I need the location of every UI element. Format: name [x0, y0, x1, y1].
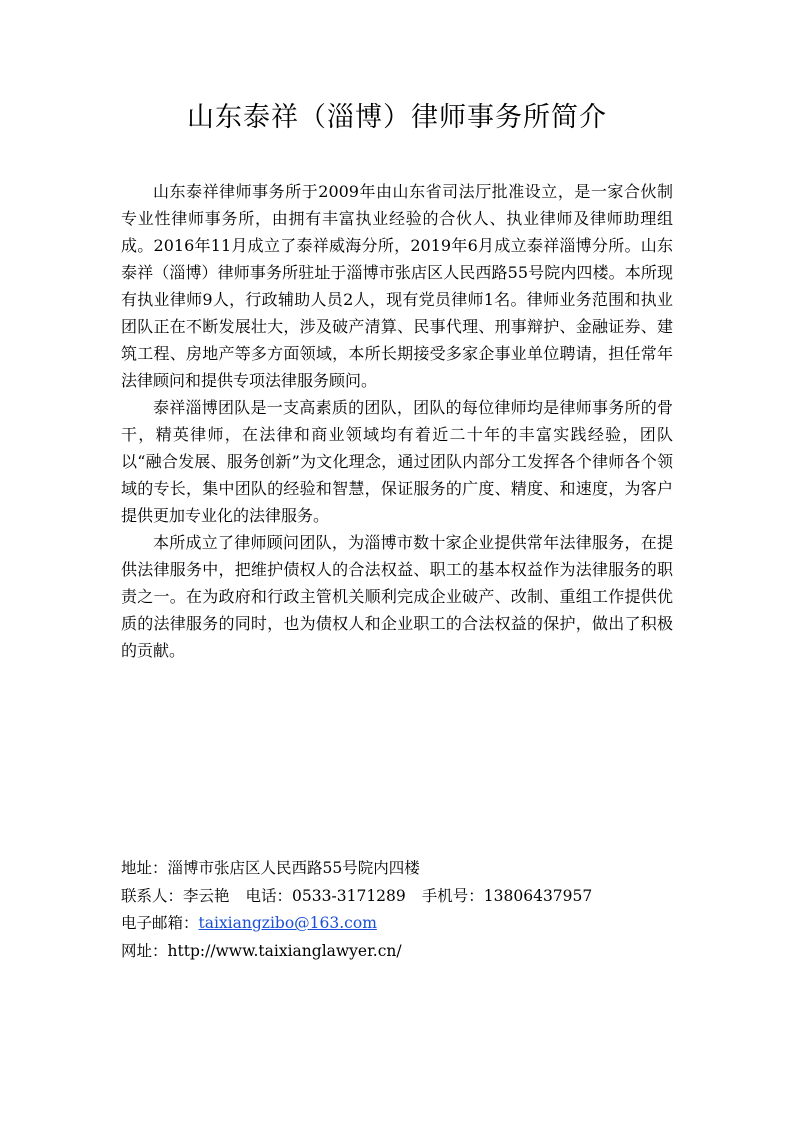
contact-person-label: 联系人：	[121, 886, 184, 905]
address-label: 地址：	[121, 859, 168, 877]
contact-person-value: 李云艳	[183, 886, 230, 905]
email-label: 电子邮箱：	[121, 914, 199, 932]
paragraph-intro: 山东泰祥律师事务所于2009年由山东省司法厅批准设立，是一家合伙制专业性律师事务所，由拥有丰富执业经验的合伙人、执业律师及律师助理组成。2016年11月成立了泰祥威海分所，2019年6月成立泰祥淄博分所。山东泰祥（淄博）律师事务所驻址于淄博市张店区人民西路55号院内四楼。本所现有执业律师9人，行政辅助人员2人，现有党员律师1名。律师业务范围和执业团队正在不断发展壮大，涉及破产清算、民事代理、刑事辩护、金融证券、建筑工程、房地产等多方面领域，本所长期接受多家企事业单位聘请，担任常年法律顾问和提供专项法律服务顾问。	[121, 182, 673, 390]
document-body	[121, 178, 673, 664]
website-label: 网址：	[121, 941, 168, 960]
website-line	[121, 938, 681, 966]
phone-label: 电话：	[245, 886, 293, 905]
address-value: 淄博市张店区人民西路55号院内四楼	[167, 859, 420, 877]
contact-person-line	[121, 883, 681, 911]
paragraph-services: 本所成立了律师顾问团队，为淄博市数十家企业提供常年法律服务，在提供法律服务中，把维护债权人的合法权益、职工的基本权益作为法律服务的职责之一。在为政府和行政主管机关顺利完成企业破产、改制、重组工作提供优质的法律服务的同时，也为债权人和企业职工的合法权益的保护，做出了积极的贡献。	[121, 533, 673, 660]
contact-block	[121, 855, 681, 965]
address-line	[121, 855, 681, 883]
mobile-label: 手机号：	[421, 886, 484, 905]
paragraph-team: 泰祥淄博团队是一支高素质的团队，团队的每位律师均是律师事务所的骨干，精英律师，在法律和商业领域均有着近二十年的丰富实践经验，团队以“融合发展、服务创新”为文化理念，通过团队内部分工发挥各个律师各个领域的专长，集中团队的经验和智慧，保证服务的广度、精度、和速度，为客户提供更加专业化的法律服务。	[121, 398, 673, 525]
email-line	[121, 910, 681, 938]
website-value: http://www.taixianglawyer.cn/	[167, 941, 402, 960]
phone-value: 0533-3171289	[292, 886, 406, 905]
page-title: 山东泰祥（淄博）律师事务所简介	[187, 102, 607, 133]
email-link[interactable]: taixiangzibo@163.com	[198, 914, 377, 932]
mobile-value: 13806437957	[483, 886, 593, 905]
